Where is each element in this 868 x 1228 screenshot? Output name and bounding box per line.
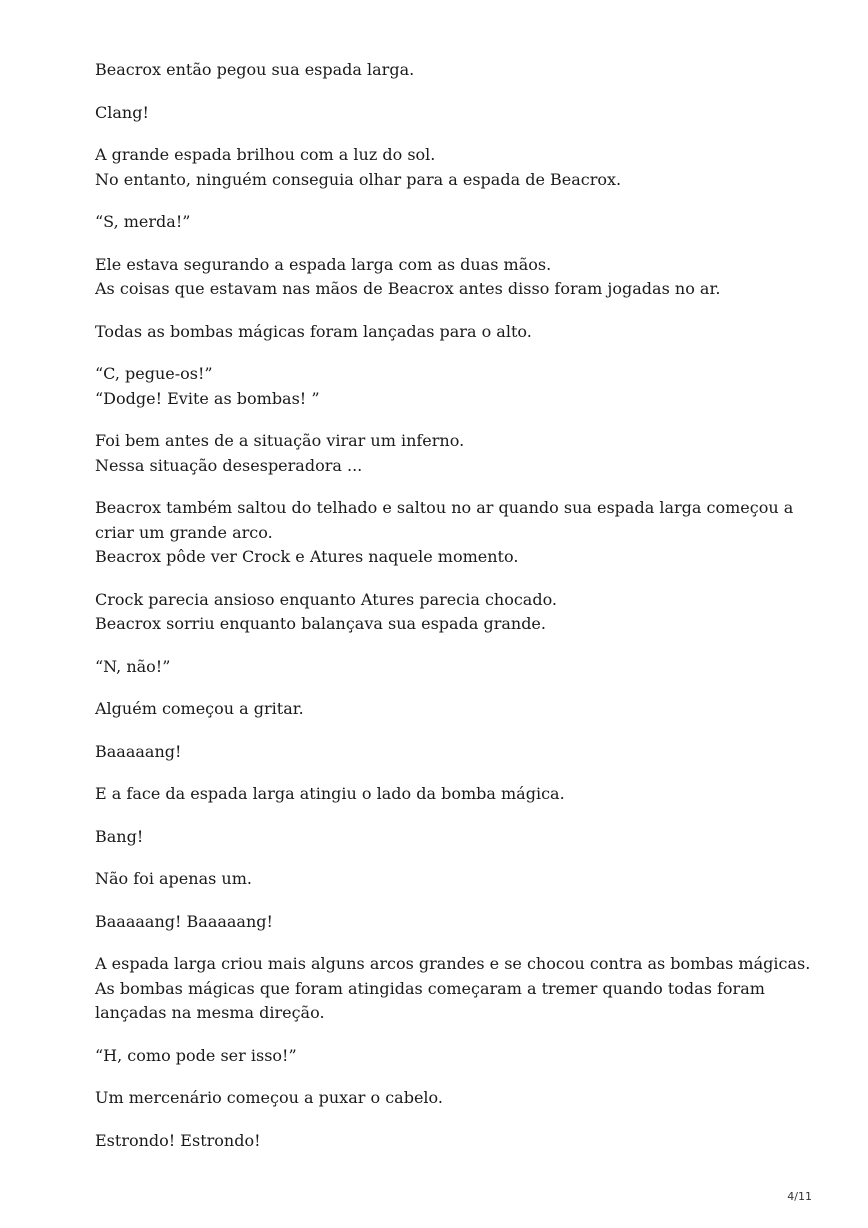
text-line: “N, não!” — [95, 656, 171, 676]
text-line: “H, como pode ser isso!” — [95, 1045, 297, 1065]
paragraph — [95, 429, 795, 478]
text-line: Ele estava segurando a espada larga com as duas mãos. — [95, 254, 552, 274]
text-line: Baaaaang! Baaaaang! — [95, 911, 273, 931]
paragraph — [95, 210, 795, 235]
text-line: Todas as bombas mágicas foram lançadas para o alto. — [95, 321, 532, 341]
text-line: E a face da espada larga atingiu o lado da bomba mágica. — [95, 784, 565, 803]
page-number: 4/11 — [787, 1190, 812, 1203]
document-body — [95, 58, 811, 1171]
paragraph — [95, 740, 795, 765]
paragraph — [95, 1044, 795, 1069]
text-line: Baaaaang! — [95, 741, 182, 761]
paragraph — [95, 143, 795, 192]
paragraph — [95, 320, 795, 345]
text-line: Não foi apenas um. — [95, 869, 252, 888]
text-line: Foi bem antes de a situação virar um inferno. — [95, 431, 465, 450]
text-line: Beacrox sorriu enquanto balançava sua espada grande. — [95, 614, 546, 633]
paragraph — [95, 496, 795, 570]
text-line: lançadas na mesma direção. — [95, 1003, 325, 1022]
paragraph — [95, 1129, 795, 1154]
text-line: Alguém começou a gritar. — [95, 699, 304, 718]
text-line: Estrondo! Estrondo! — [95, 1130, 261, 1150]
text-line: criar um grande arco. — [95, 522, 273, 542]
text-line: Beacrox então pegou sua espada larga. — [95, 60, 415, 79]
text-line: Beacrox também saltou do telhado e saltou no ar quando sua espada larga começou a — [95, 498, 794, 517]
text-line: As bombas mágicas que foram atingidas começaram a tremer quando todas foram — [95, 978, 765, 998]
text-line: “C, pegue-os!” — [95, 364, 213, 383]
paragraph — [95, 697, 795, 722]
text-line: No entanto, ninguém conseguia olhar para a espada de Beacrox. — [95, 169, 622, 189]
paragraph — [95, 782, 795, 807]
paragraph — [95, 101, 795, 126]
paragraph — [95, 253, 795, 302]
paragraph — [95, 910, 795, 935]
paragraph — [95, 588, 795, 637]
paragraph — [95, 362, 795, 411]
text-line: Beacrox pôde ver Crock e Atures naquele momento. — [95, 547, 519, 566]
paragraph — [95, 655, 795, 680]
text-line: As coisas que estavam nas mãos de Beacrox antes disso foram jogadas no ar. — [95, 279, 721, 298]
paragraph — [95, 1086, 795, 1111]
paragraph — [95, 825, 795, 850]
text-line: Nessa situação desesperadora ... — [95, 455, 363, 475]
text-line: Um mercenário começou a puxar o cabelo. — [95, 1088, 443, 1107]
text-line: Bang! — [95, 826, 144, 846]
paragraph — [95, 952, 811, 1026]
paragraph — [95, 58, 795, 83]
text-line: “S, merda!” — [95, 212, 191, 231]
text-line: Crock parecia ansioso enquanto Atures parecia chocado. — [95, 589, 558, 609]
paragraph — [95, 867, 795, 892]
text-line: A espada larga criou mais alguns arcos grandes e se chocou contra as bombas mágicas. — [95, 954, 811, 973]
text-line: Clang! — [95, 102, 149, 122]
text-line: “Dodge! Evite as bombas! ” — [95, 388, 320, 408]
text-line: A grande espada brilhou com a luz do sol. — [95, 145, 436, 164]
